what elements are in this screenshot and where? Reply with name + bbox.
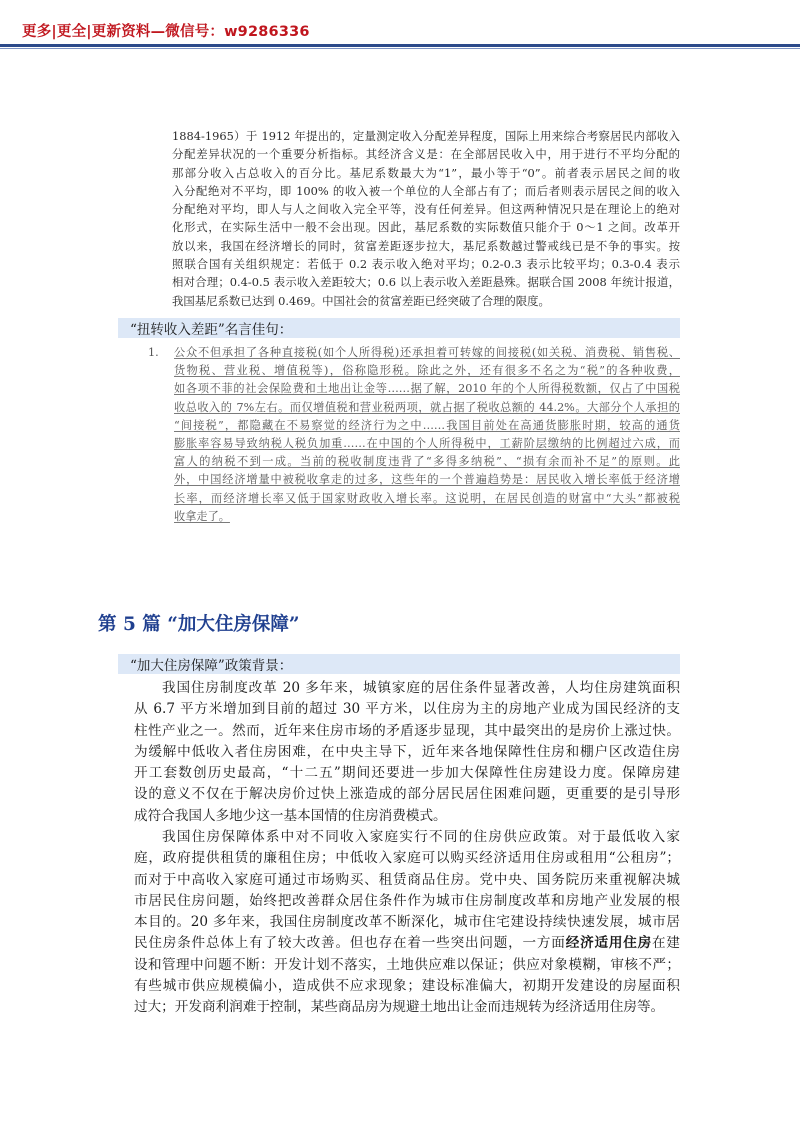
text-line: 而对于中高收入家庭可通过市场购买、租赁商品住房。党中央、国务院历来重视解决城 [134, 871, 680, 888]
text-line: 庭，政府提供租赁的廉租住房；中低收入家庭可以购买经济适用住房或租用“公租房”； [134, 850, 680, 867]
quotes-section-title: “扭转收入差距”名言佳句： [130, 322, 293, 338]
quote-line [148, 453, 680, 471]
background-paragraph-1 [134, 678, 680, 827]
text-line: 照联合国有关组织规定：若低于 0.2 表示收入绝对平均；0.2-0.3 表示比较平均；0.3-0.4 表示 [172, 257, 680, 272]
gini-paragraph [172, 127, 680, 310]
header-divider-thin [0, 48, 800, 49]
text-line: 过大；开发商利润难于控制，某些商品房为规避土地出让金而违规转为经济适用住房等。 [134, 999, 665, 1016]
text-line: 成符合我国人多地少这一基本国情的住房消费模式。 [134, 807, 447, 824]
text-line: 分配绝对平均，即人与人之间收入完全平等，没有任何差异。但这两种情况只是在理论上的绝对 [172, 202, 680, 217]
text-line: 我国住房保障体系中对不同收入家庭实行不同的住房供应政策。对于最低收入家 [162, 829, 680, 845]
text-line: 从 6.7 平方米增加到目前的超过 30 平方米，以住房为主的房地产业成为国民经济的支 [134, 701, 680, 718]
quote-list-item [148, 344, 680, 526]
text-line: 市居民住房问题，始终把改善群众居住条件作为城市住房制度改革和房地产业发展的根 [134, 892, 680, 909]
quote-text: 外，中国经济增量中被税收拿走的过多，这些年的一个普遍趋势是：居民收入增长率低于经济增 [174, 473, 680, 487]
background-paragraph-2 [134, 827, 680, 1019]
emphasized-phrase: 经济适用住房 [565, 935, 653, 952]
quote-text: 收拿走了。 [174, 509, 230, 523]
text-line: 开工套数创历史最高，“十二五”期间还要进一步加大保障性住房建设力度。保障房建 [134, 765, 680, 782]
quote-line [148, 344, 680, 362]
quote-text: 公众不但承担了各种直接税(如个人所得税)还承担着可转嫁的间接税(如关税、消费税、销售税、 [174, 346, 680, 359]
text-line: 那部分收入占总收入的百分比。基尼系数最大为“1”，最小等于“0”。前者表示居民之间的收 [172, 165, 680, 180]
text-line: 本目的。20 多年来，我国住房制度改革不断深化，城市住宅建设持续快速发展，城市居 [134, 914, 680, 931]
page-header-banner: 更多|更全|更新资料—微信号：w9286336 [22, 24, 310, 40]
text-line: 化形式，在实际生活中一般不会出现。因此，基尼系数的实际数值只能介于 0～1 之间。改革开 [172, 220, 680, 235]
quote-text: 长率，而经济增长率又低于国家财政收入增长率。这说明，在居民创造的财富中“大头”都被税 [174, 491, 680, 505]
text-line: 我国基尼系数已达到 0.469。中国社会的贫富差距已经突破了合理的限度。 [172, 293, 550, 308]
text-line: 设的意义不仅在于解决房价过快上涨造成的部分居民居住困难问题，更重要的是引导形 [134, 786, 680, 803]
quote-line [148, 417, 680, 435]
quote-line [148, 471, 680, 489]
chapter-title: 第 5 篇 “加大住房保障” [98, 614, 300, 635]
list-number: 1. [148, 346, 159, 359]
text-line: 民住房条件总体上有了较大改善。但也存在着一些突出问题，一方面经济适用住房在建 [134, 935, 680, 952]
text-line: 柱性产业之一。然而，近年来住房市场的矛盾逐步显现，其中最突出的是房价上涨过快。 [134, 722, 680, 739]
quote-text: 膨胀率容易导致纳税人税负加重……在中国的个人所得税中，工薪阶层缴纳的比例超过六成，而 [174, 437, 680, 451]
text-line: 1884-1965）于 1912 年提出的，定量测定收入分配差异程度，国际上用来综合考察居民内部收入 [172, 129, 680, 143]
quote-text: 货物税、营业税、增值税等)，俗称隐形税。除此之外，还有很多不名之为“税”的各种收费， [174, 364, 680, 378]
text-line: 有些城市供应规模偏小，造成供不应求现象；建设标准偏大，初期开发建设的房屋面积 [134, 978, 680, 995]
quote-line [148, 362, 680, 380]
quote-text: 如各项不菲的社会保险费和土地出让金等……据了解，2010 年的个人所得税数额，仅占了中国税 [174, 382, 680, 396]
quote-line [148, 380, 680, 398]
text-line: 我国住房制度改革 20 多年来，城镇家庭的居住条件显著改善，人均住房建筑面积 [162, 680, 680, 696]
quote-line [148, 435, 680, 453]
text-line: 为缓解中低收入者住房困难，在中央主导下，近年来各地保障性住房和棚户区改造住房 [134, 743, 680, 760]
quote-text: “间接税”，都隐藏在不易察觉的经济行为之中……我国目前处在高通货膨胀时期，较高的通货 [174, 418, 680, 432]
text-line: 相对合理；0.4-0.5 表示收入差距较大；0.6 以上表示收入差距悬殊。据联合国 2008 年统计报道， [172, 275, 680, 290]
quote-text: 收总收入的 7%左右。而仅增值税和营业税两项，就占据了税收总额的 44.2%。大部分个人承担的 [174, 400, 680, 414]
text-line: 放以来，我国在经济增长的同时，贫富差距逐步拉大，基尼系数越过警戒线已是不争的事实。按 [172, 238, 680, 253]
quote-line [148, 490, 680, 508]
text-line: 分配差异状况的一个重要分析指标。其经济含义是：在全部居民收入中，用于进行不平均分配的 [172, 147, 680, 162]
quote-line [148, 399, 680, 417]
background-section-title: “加大住房保障”政策背景： [130, 658, 293, 674]
quote-line [148, 508, 680, 526]
text-line: 入分配绝对不平均，即 100% 的收入被一个单位的人全部占有了；而后者则表示居民之间的收入 [172, 183, 680, 198]
quote-text: 富人的纳税不到一成。当前的税收制度违背了“多得多纳税”、“损有余而补不足”的原则。此 [174, 455, 680, 469]
header-divider [0, 44, 800, 47]
text-line: 设和管理中问题不断：开发计划不落实，土地供应难以保证；供应对象模糊，审核不严； [134, 956, 680, 973]
